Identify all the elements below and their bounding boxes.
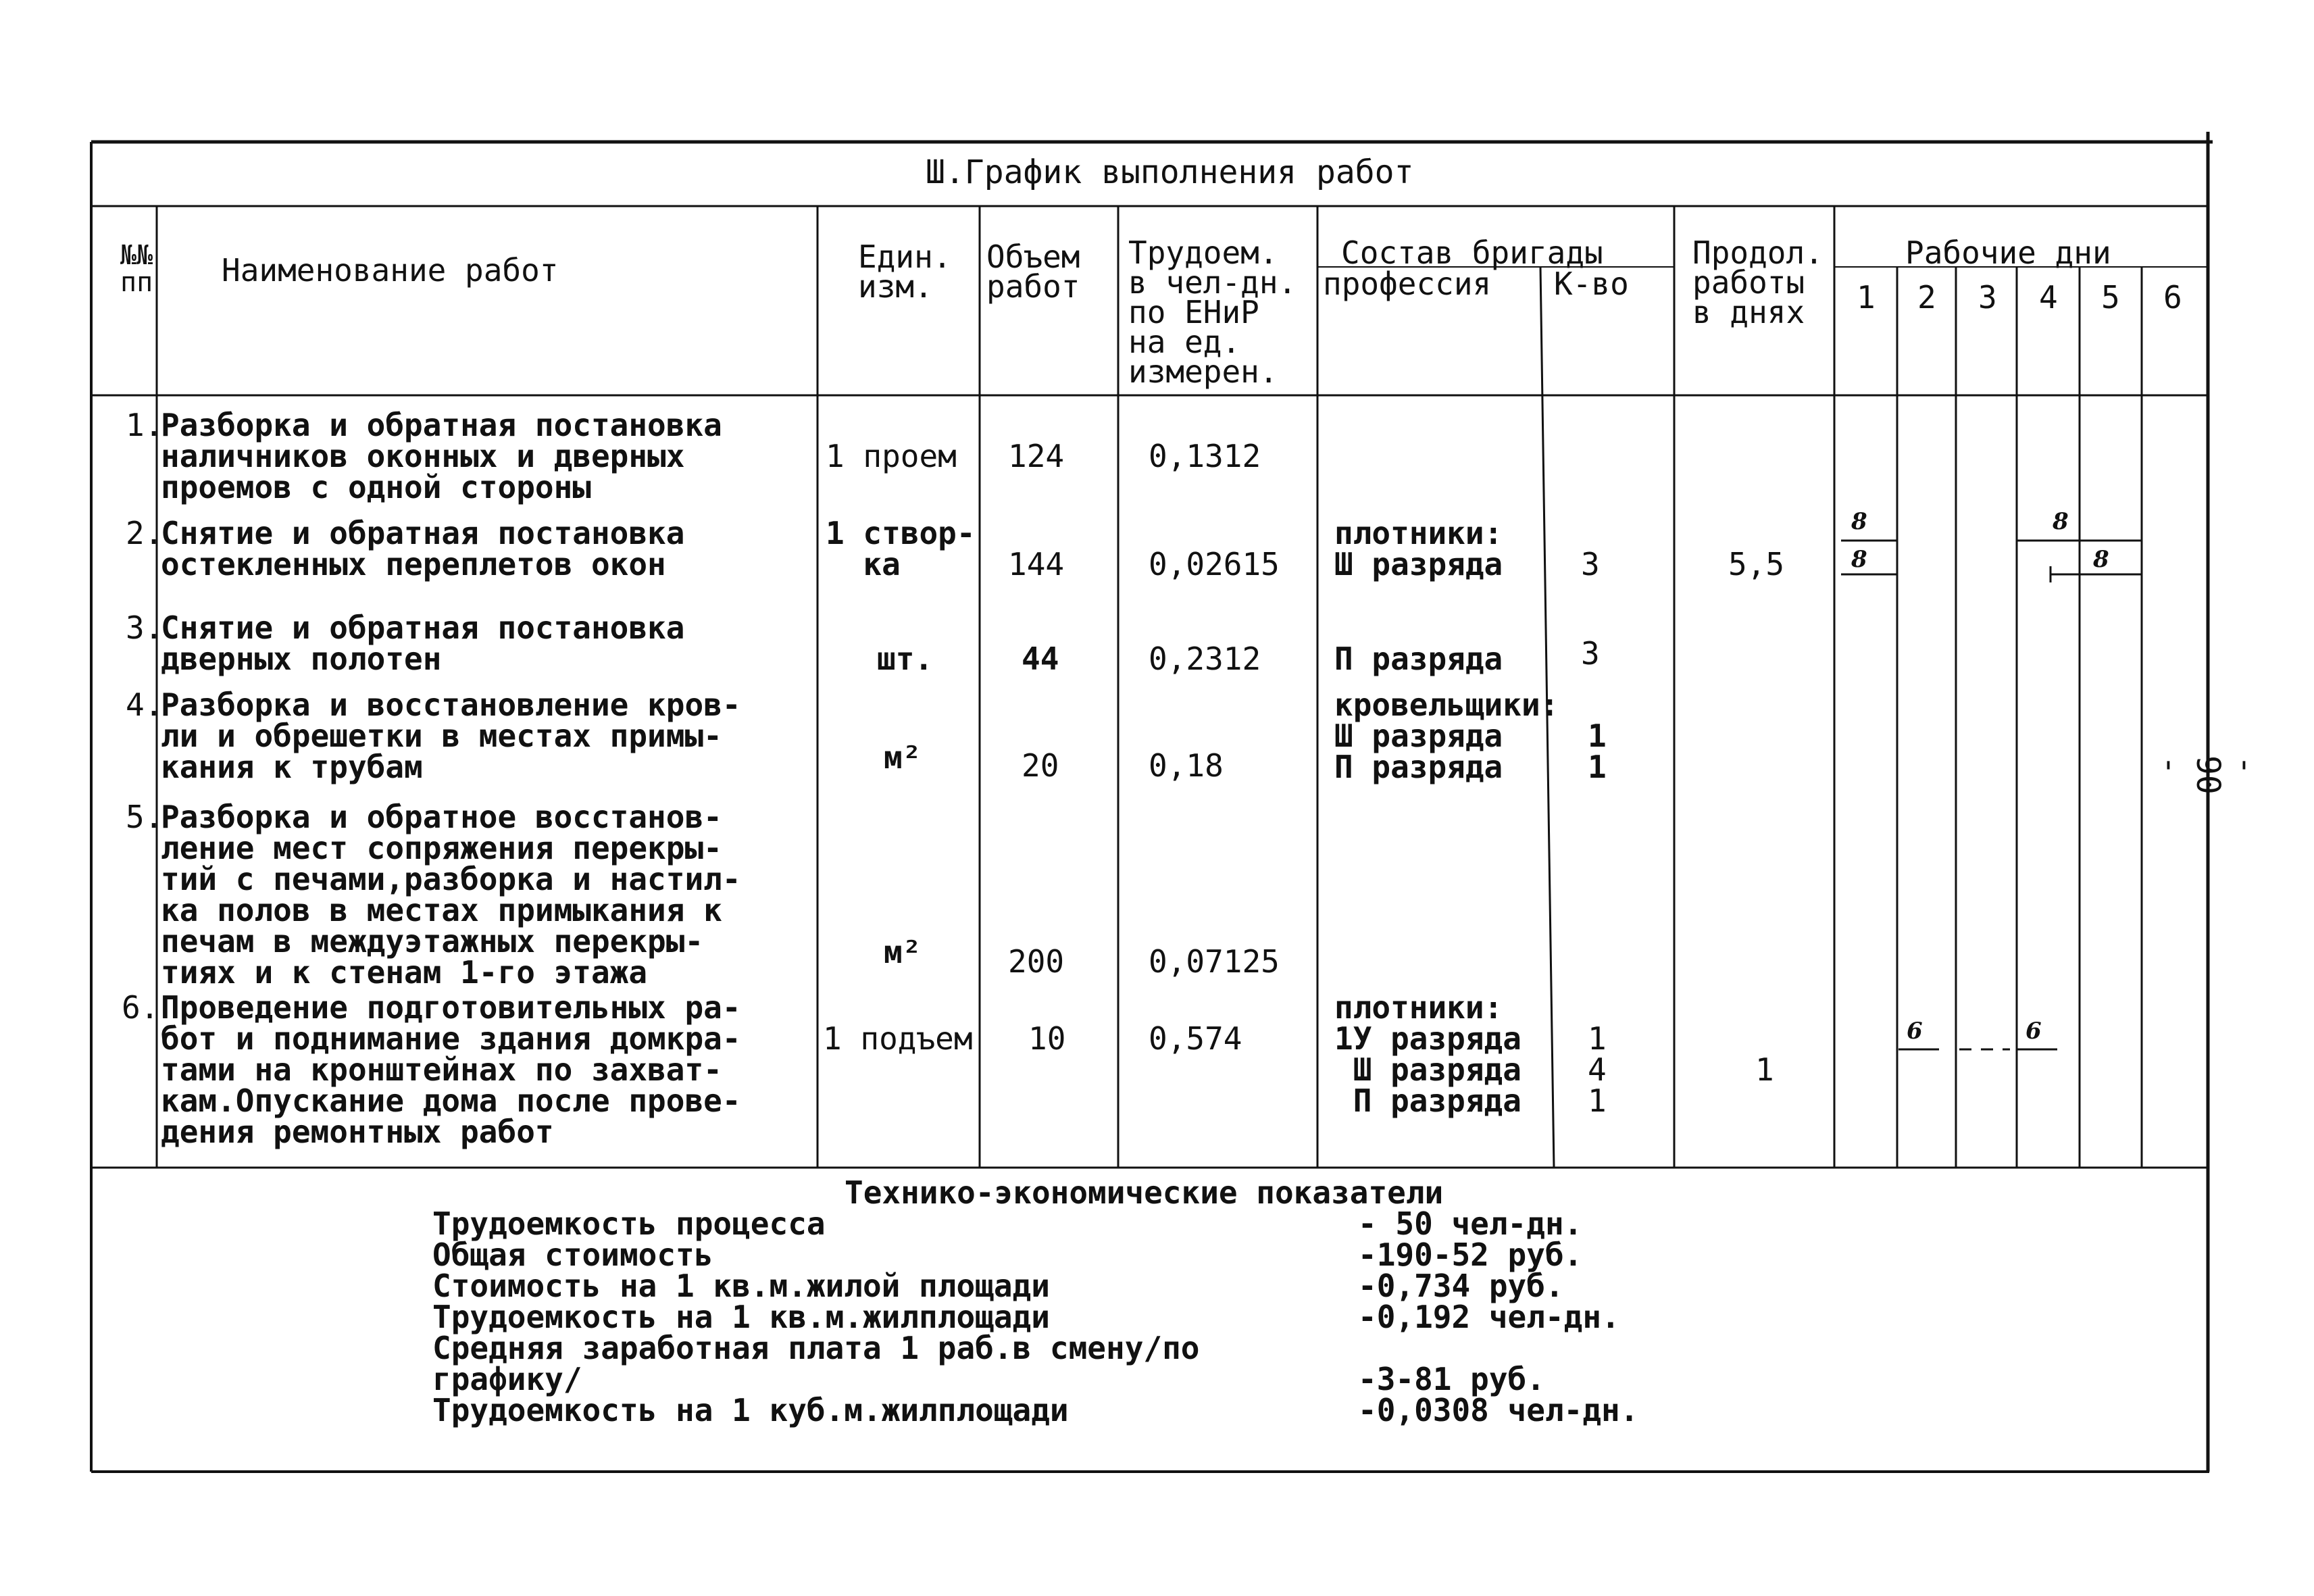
indicator-value-4: -0,192 чел-дн. [1358,1299,1620,1335]
indicator-label-5: Средняя заработная плата 1 раб.в смену/по графику/ [432,1330,1200,1397]
row-6-labor: 0,574 [1149,1020,1242,1057]
schedule-mark-row2-day4-top: 8 [2053,508,2069,535]
row-6-count: 1 4 1 [1588,1020,1607,1119]
row-4-count: 1 1 [1588,718,1607,785]
indicator-label-2: Общая стоимость [432,1237,713,1273]
row-2-count: 3 [1581,546,1600,582]
row-3-profession: П разряда [1334,641,1503,677]
row-5-unit: м² [884,934,922,970]
indicator-label-3: Стоимость на 1 кв.м.жилой площади [432,1268,1050,1304]
row-5-volume: 200 [1008,943,1065,980]
header-labor: Трудоем. в чел-дн. по ЕНиР на ед. измерен. [1128,234,1297,390]
row-1-labor: 0,1312 [1149,438,1261,474]
page-title: Ш.График выполнения работ [926,153,1414,191]
row-2-name: Снятие и обратная постановка остекленных переплетов окон [161,515,685,582]
header-day-4: 4 [2039,279,2058,316]
row-4-volume: 20 [1022,747,1059,784]
header-profession: профессия [1323,266,1492,302]
indicator-value-5: -3-81 руб. [1358,1361,1545,1397]
row-5-name: Разборка и обратное восстанов- ление мест сопряжения перекры- тий с печами,разборка и настил- ка полов в местах примыкания к печам в междуэтажных перекры- тиях и к стенам 1-го этажа [161,799,741,991]
schedule-mark-row2-day1-bottom: 8 [1851,546,1867,573]
row-3-unit: шт. [877,641,934,677]
row-5-labor: 0,07125 [1149,943,1280,980]
header-day-1: 1 [1857,279,1876,316]
row-6-duration: 1 [1755,1051,1774,1088]
row-1-name: Разборка и обратная постановка наличников оконных и дверных проемов с одной стороны [161,407,722,505]
row-4-profession: кровельщики: Ш разряда П разряда [1334,687,1559,785]
schedule-mark-row2-day5: 8 [2093,546,2109,573]
row-2-labor: 0,02615 [1149,546,1280,582]
row-2-volume: 144 [1008,546,1065,582]
indicator-value-3: -0,734 руб. [1358,1268,1564,1304]
schedule-mark-row6-day4: 6 [2026,1018,2042,1045]
header-unit: Един. изм. [858,239,952,305]
row-2-profession: плотники: Ш разряда [1334,515,1503,582]
header-day-6: 6 [2163,279,2182,316]
header-duration: Продол. работы в днях [1692,234,1823,330]
row-6-profession: плотники: 1У разряда Ш разряда П разряда [1334,989,1521,1119]
indicator-label-1: Трудоемкость процесса [432,1205,826,1242]
row-2-duration: 5,5 [1728,546,1785,582]
header-volume: Объем работ [986,239,1080,305]
header-crew: Состав бригады [1341,234,1603,271]
row-6-num: 6. [122,989,159,1026]
row-1-num: 1. [126,407,164,443]
header-workdays: Рабочие дни [1905,234,2111,271]
indicators-title: Технико-экономические показатели [845,1174,1444,1211]
header-count: К-во [1554,266,1629,302]
indicator-label-4: Трудоемкость на 1 кв.м.жилплощади [432,1299,1050,1335]
indicator-value-6: -0,0308 чел-дн. [1358,1392,1639,1428]
row-3-name: Снятие и обратная постановка дверных полотен [161,609,685,677]
header-num: №№ пп [120,240,153,298]
row-3-volume: 44 [1022,641,1059,677]
header-day-5: 5 [2101,279,2120,316]
row-5-num: 5. [126,799,164,835]
row-2-unit: 1 створ- ка [826,515,976,582]
row-4-name: Разборка и восстановление кров- ли и обрешетки в местах примы- кания к трубам [161,687,741,785]
row-4-labor: 0,18 [1149,747,1224,784]
row-4-num: 4. [126,687,164,723]
header-day-2: 2 [1917,279,1936,316]
header-day-3: 3 [1978,279,1997,316]
row-3-count: 3 [1581,635,1600,672]
indicator-value-1: - 50 чел-дн. [1358,1205,1583,1242]
row-1-volume: 124 [1008,438,1065,474]
row-3-labor: 0,2312 [1149,641,1261,677]
row-4-unit: м² [884,739,922,776]
row-2-num: 2. [126,515,164,551]
schedule-mark-row2-day1-top: 8 [1851,508,1867,535]
row-1-unit: 1 проем [826,438,957,474]
indicator-label-6: Трудоемкость на 1 куб.м.жилплощади [432,1392,1069,1428]
row-3-num: 3. [126,609,164,646]
row-6-name: Проведение подготовительных ра- бот и поднимание здания домкра- тами на кронштейнах по захват- кам.Опускание дома после прове- дения ремонтных работ [161,989,741,1150]
schedule-mark-row6-day2: 6 [1907,1018,1923,1045]
row-6-unit: 1 подъем [823,1020,973,1057]
page-number: - 90 - [2151,755,2265,795]
header-name: Наименование работ [222,252,559,289]
row-6-volume: 10 [1028,1020,1066,1057]
indicator-value-2: -190-52 руб. [1358,1237,1583,1273]
